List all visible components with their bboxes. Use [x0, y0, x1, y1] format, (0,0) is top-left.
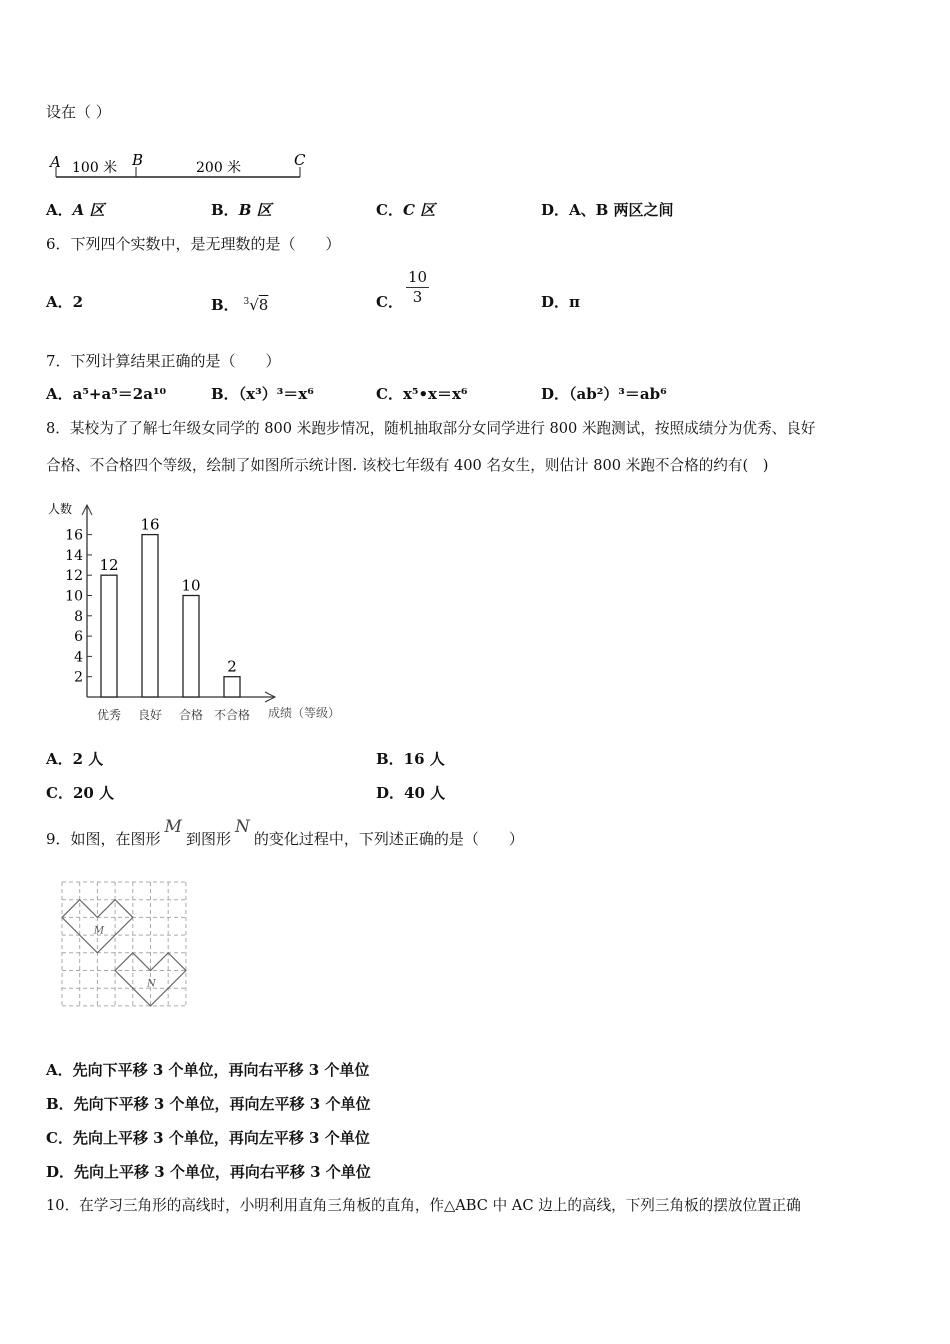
bar: [101, 575, 117, 697]
q9-option-d[interactable]: D．先向上平移 3 个单位，再向右平移 3 个单位: [46, 1163, 371, 1181]
x-axis-label: 成绩（等级）: [268, 706, 341, 720]
q5-option-b[interactable]: B．B 区: [211, 201, 272, 219]
q9-option-b[interactable]: B．先向下平移 3 个单位，再向左平移 3 个单位: [46, 1095, 371, 1113]
y-axis-label: 人数: [48, 502, 73, 516]
y-tick-label: 8: [74, 608, 83, 625]
category-label: 不合格: [213, 708, 251, 722]
q6-option-b[interactable]: B． $^3$√8: [211, 296, 269, 314]
category-label: 合格: [178, 708, 204, 722]
category-label: 良好: [137, 708, 163, 722]
q8-option-c[interactable]: C．20 人: [46, 784, 115, 802]
q9-stem: 9．如图，在图形M到图形N的变化过程中，下列述正确的是（ ）: [46, 817, 524, 848]
q9-option-a[interactable]: A．先向下平移 3 个单位，再向右平移 3 个单位: [46, 1061, 370, 1079]
y-tick-label: 16: [65, 527, 83, 544]
q7-option-b[interactable]: B．（x³）³＝x⁶: [211, 385, 314, 403]
bar-value-label: 10: [181, 576, 201, 595]
y-tick-label: 12: [65, 568, 83, 585]
y-tick-label: 14: [65, 547, 83, 564]
q7-option-d[interactable]: D．（ab²）³＝ab⁶: [541, 385, 667, 403]
point-a: A: [50, 153, 61, 171]
bar: [224, 677, 240, 697]
q6-option-c[interactable]: C．: [376, 293, 403, 311]
label-bc: 200 米: [196, 160, 242, 176]
label-n: N: [146, 978, 156, 990]
point-b: B: [132, 151, 144, 169]
bar-value-label: 2: [227, 657, 237, 676]
fraction-10-3: 10 3: [408, 268, 428, 306]
q8-option-a[interactable]: A．2 人: [46, 750, 104, 768]
q5-option-c[interactable]: C．C 区: [376, 201, 436, 219]
y-tick-label: 4: [74, 649, 83, 666]
label-m: M: [93, 925, 105, 937]
q8-stem-line2: 合格、不合格四个等级，绘制了如图所示统计图. 该校七年级有 400 名女生，则估计 800 米跑不合格的约有( ): [46, 457, 769, 474]
y-tick-label: 2: [74, 669, 83, 686]
bar: [142, 535, 158, 697]
q6-stem: 6．下列四个实数中，是无理数的是（ ）: [46, 235, 341, 253]
category-label: 优秀: [96, 708, 122, 722]
label-ab: 100 米: [72, 160, 118, 176]
bar-chart: [40, 495, 360, 735]
q5-line-figure: [46, 150, 316, 185]
q7-option-a[interactable]: A．a⁵+a⁵＝2a¹⁰: [46, 385, 167, 403]
q8-stem-line1: 8．某校为了了解七年级女同学的 800 米跑步情况，随机抽取部分女同学进行 800 米跑测试，按照成绩分为优秀、良好: [46, 420, 816, 437]
bar-value-label: 16: [140, 515, 160, 534]
q7-stem: 7．下列计算结果正确的是（ ）: [46, 352, 281, 370]
bar-value-label: 12: [99, 556, 119, 575]
q7-option-c[interactable]: C．x⁵•x＝x⁶: [376, 385, 468, 403]
point-c: C: [294, 151, 306, 169]
q9-option-c[interactable]: C．先向上平移 3 个单位，再向左平移 3 个单位: [46, 1129, 370, 1147]
q5-option-d[interactable]: D．A、B 两区之间: [541, 201, 674, 219]
y-tick-label: 6: [74, 629, 83, 646]
q6-option-d[interactable]: D．π: [541, 293, 580, 311]
y-tick-label: 10: [65, 588, 83, 605]
bar: [183, 596, 199, 698]
q10-stem: 10．在学习三角形的高线时，小明利用直角三角板的直角，作△ABC 中 AC 边上的高线，下列三角板的摆放位置正确: [46, 1197, 801, 1214]
q5-tail: 设在（ ）: [46, 103, 111, 121]
grid-figure: [55, 875, 195, 1010]
q8-option-d[interactable]: D．40 人: [376, 784, 446, 802]
q5-option-a[interactable]: A．A 区: [46, 201, 105, 219]
q8-option-b[interactable]: B．16 人: [376, 750, 445, 768]
q6-option-a[interactable]: A．2: [46, 293, 84, 311]
